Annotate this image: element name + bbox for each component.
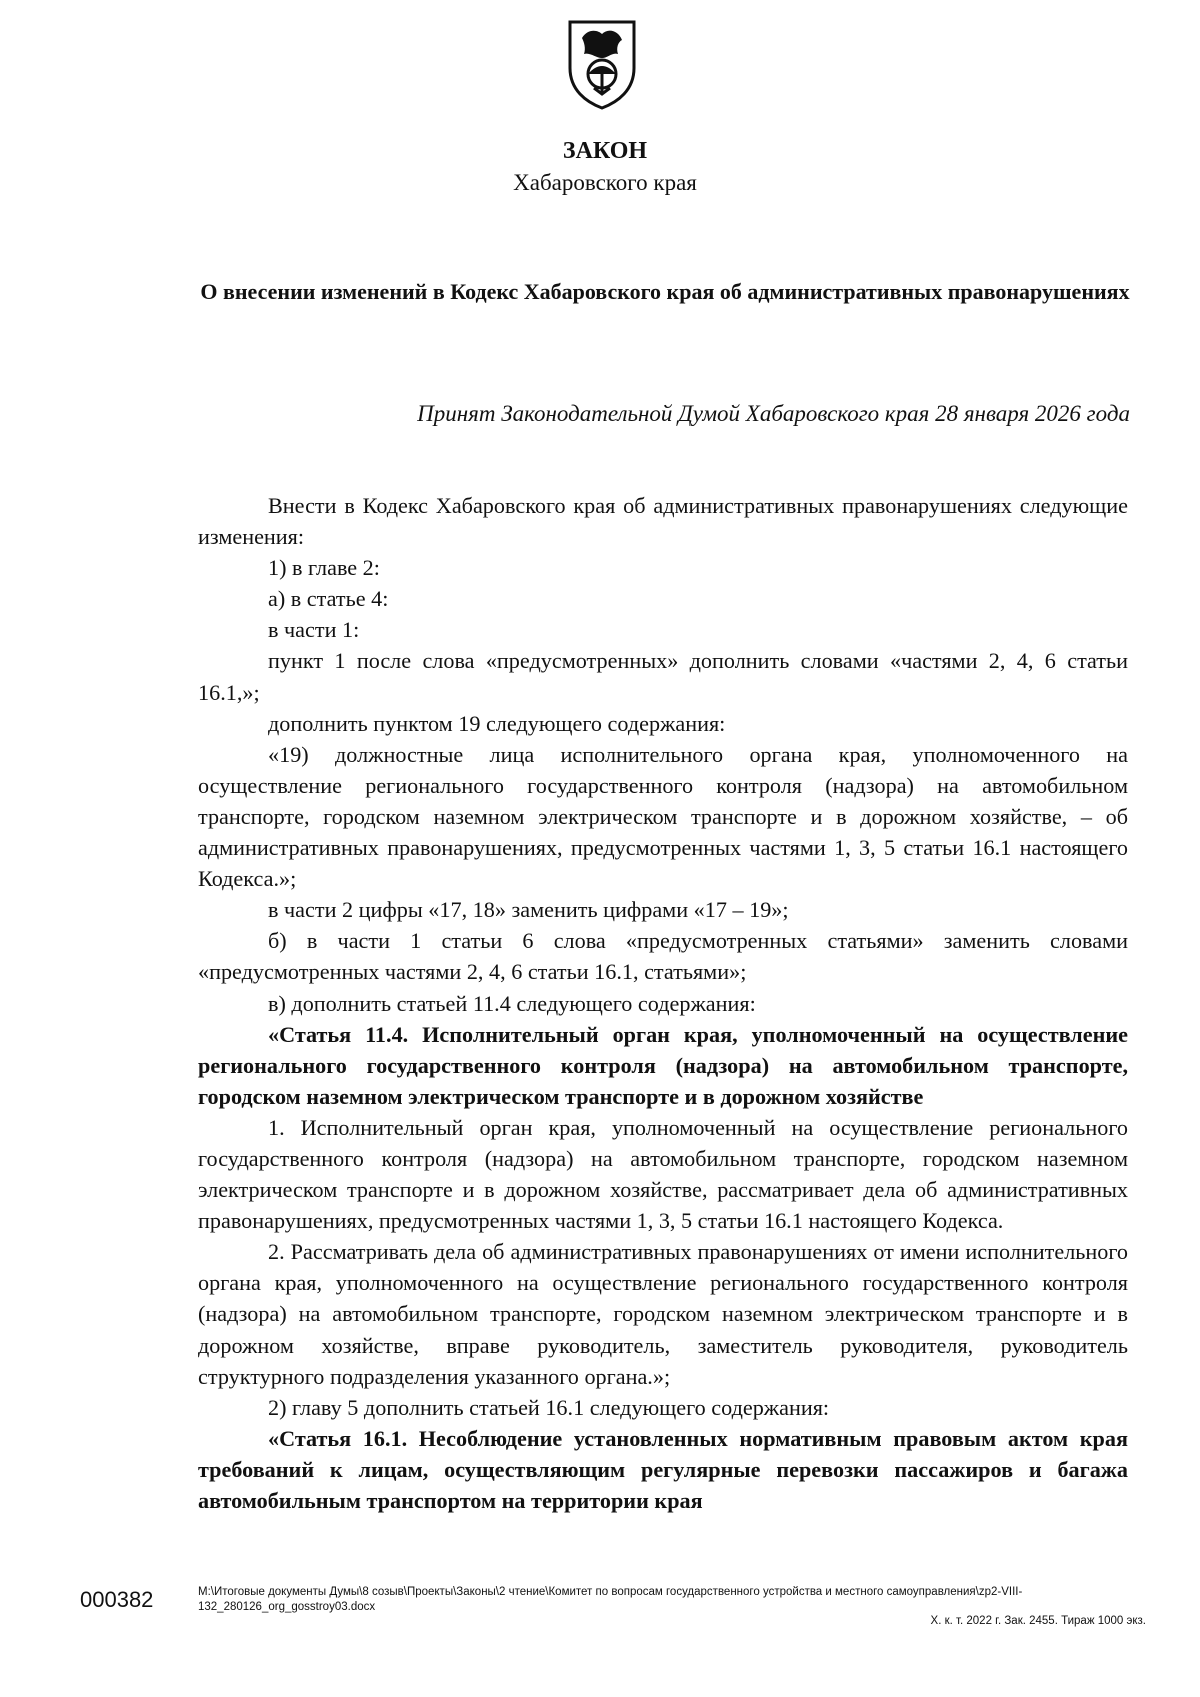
adoption-note: Принят Законодательной Думой Хабаровского края 28 января 2026 года xyxy=(417,401,1130,426)
paragraph: б) в части 1 статьи 6 слова «предусмотренных статьями» заменить словами «предусмотренных частями 2, 4, 6 статьи 16.1, статьями»; xyxy=(198,928,1128,985)
paragraph: 1) в главе 2: xyxy=(268,555,380,581)
paragraph: 2. Рассматривать дела об административных правонарушениях от имени исполнительного органа края, уполномоченного на осуществление регионального государственного контроля (надзора) на автомобильном транспорте, городском наземном электрическом транспорте и в дорожном хозяйстве, вправе руководитель, заместитель руководителя, руководитель структурного подразделения указанного органа.»; xyxy=(198,1239,1128,1389)
paragraph: 2) главу 5 дополнить статьей 16.1 следующего содержания: xyxy=(268,1394,830,1420)
law-subject: О внесении изменений в Кодекс Хабаровского края об административных правонарушениях xyxy=(200,279,1130,304)
paragraph: пункт 1 после слова «предусмотренных» дополнить словами «частями 2, 4, 6 статьи 16.1,»; xyxy=(198,648,1128,705)
paragraph: а) в статье 4: xyxy=(268,586,389,612)
region-name: Хабаровского края xyxy=(513,170,697,195)
paragraph: «19) должностные лица исполнительного органа края, уполномоченного на осуществление регионального государственного контроля (надзора) на автомобильном транспорте, городском наземном электрическом транспорте и в дорожном хозяйстве, – об административных правонарушениях, предусмотренных частями 1, 3, 5 статьи 16.1 настоящего Кодекса.»; xyxy=(198,741,1128,892)
article-heading: «Статья 16.1. Несоблюдение установленных нормативным правовым актом края требований к лицам, осуществляющим регулярные перевозки пассажиров и багажа автомобильным транспортом на территории края xyxy=(198,1425,1128,1513)
print-info: Х. к. т. 2022 г. Зак. 2455. Тираж 1000 экз. xyxy=(930,1615,1146,1627)
file-path: M:\Итоговые документы Думы\8 созыв\Проекты\Законы\2 чтение\Комитет по вопросам государственного устройства и местного самоуправления\zp2-VIII-132_280126_org_gosstroy03.docx xyxy=(198,1586,1023,1613)
coat-of-arms-icon xyxy=(566,18,638,110)
paragraph: в части 1: xyxy=(268,617,360,643)
law-body xyxy=(198,490,1128,1516)
document-type: ЗАКОН xyxy=(562,138,648,164)
document-number: 000382 xyxy=(80,1587,154,1612)
paragraph: 1. Исполнительный орган края, уполномоченный на осуществление регионального государственного контроля (надзора) на автомобильном транспорте, городском наземном электрическом транспорте и в дорожном хозяйстве, рассматривает дела об административных правонарушениях, предусмотренных частями 1, 3, 5 статьи 16.1 настоящего Кодекса. xyxy=(198,1114,1128,1234)
paragraph: в) дополнить статьей 11.4 следующего содержания: xyxy=(268,990,756,1016)
paragraph: в части 2 цифры «17, 18» заменить цифрами «17 – 19»; xyxy=(268,897,789,923)
article-heading: «Статья 11.4. Исполнительный орган края, уполномоченный на осуществление регионального государственного контроля (надзора) на автомобильном транспорте, городском наземном электрическом транспорте и в дорожном хозяйстве xyxy=(198,1021,1128,1109)
paragraph: Внести в Кодекс Хабаровского края об административных правонарушениях следующие изменения: xyxy=(198,493,1128,550)
paragraph: дополнить пунктом 19 следующего содержания: xyxy=(268,710,726,736)
